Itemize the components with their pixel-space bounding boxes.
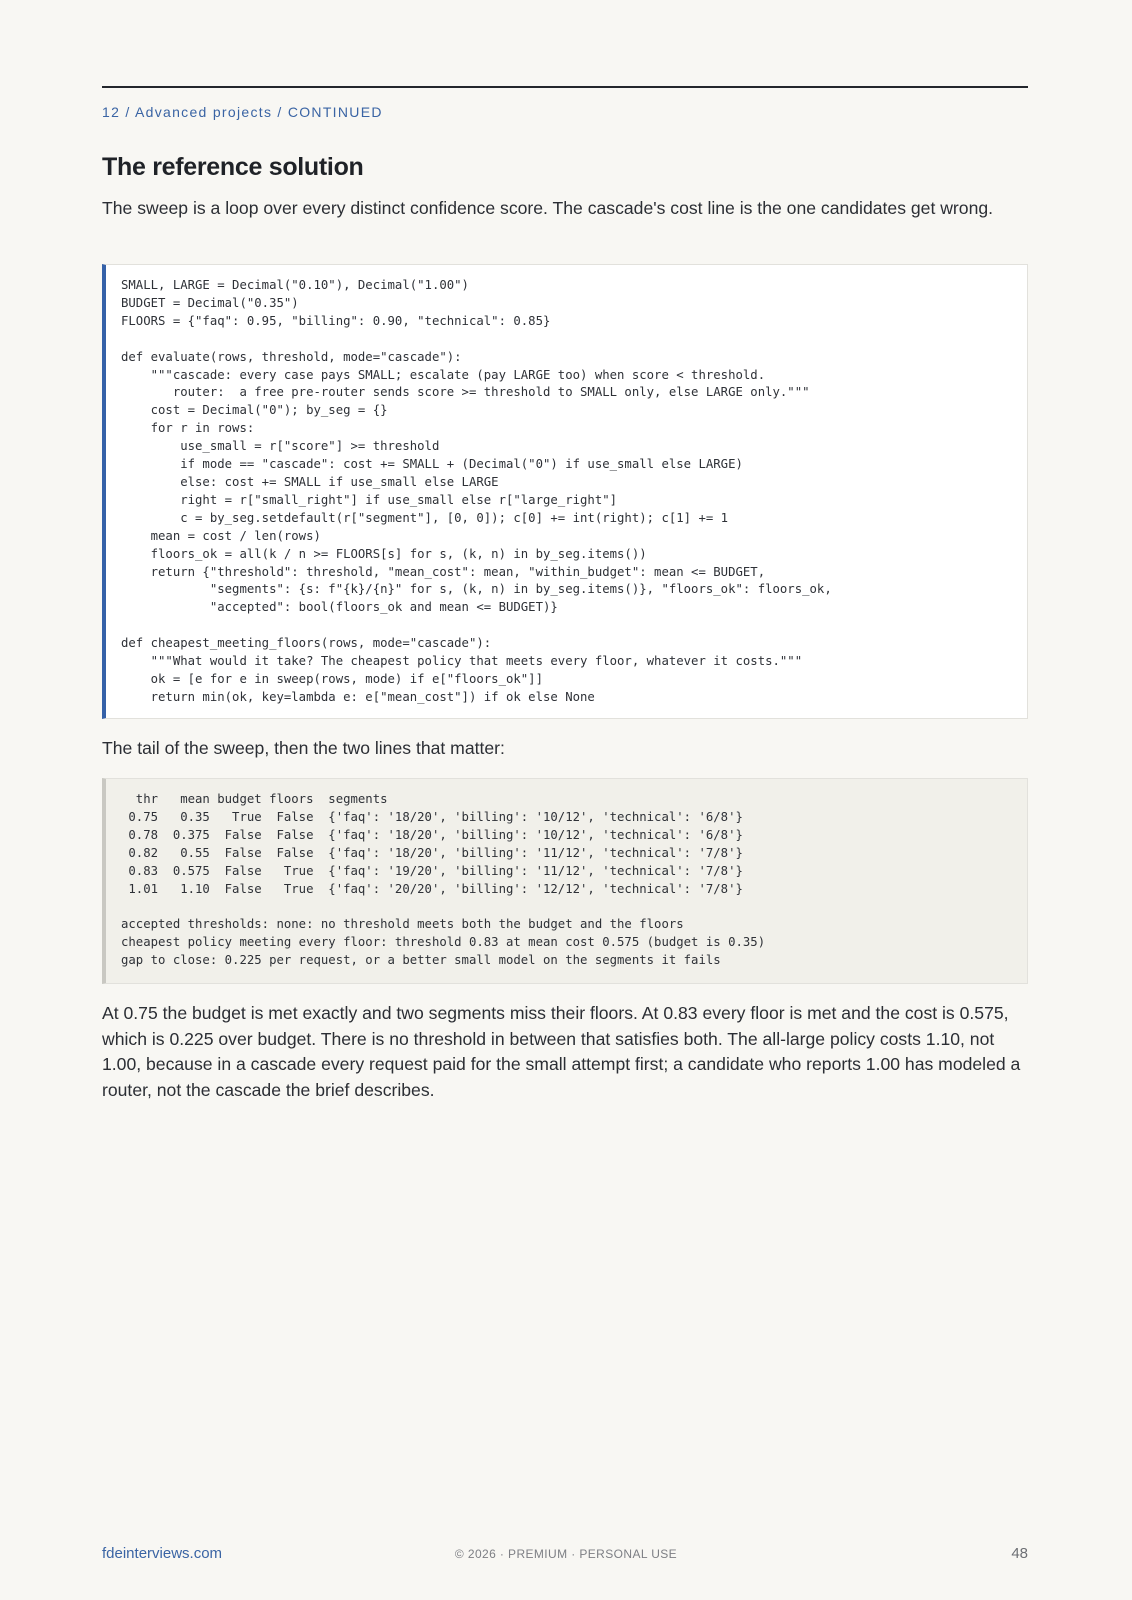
solution-code-block <box>102 264 1028 719</box>
sweep-output-block <box>102 778 1028 984</box>
header-rule <box>102 86 1028 88</box>
breadcrumb: 12 / Advanced projects / CONTINUED <box>102 104 383 120</box>
page-number: 48 <box>1011 1545 1028 1562</box>
intro-paragraph: The sweep is a loop over every distinct confidence score. The cascade's cost line is the one candidates get wrong. <box>102 198 994 218</box>
solution-code: SMALL, LARGE = Decimal("0.10"), Decimal("1.00") BUDGET = Decimal("0.35") FLOORS = {"faq": 0.95, "billing": 0.90, "technical": 0.85} def evaluate(rows, threshold, mode="cascade"): """cascade: every case pays SMALL; escalate (pay LARGE too) when score < threshold. router: a free pre-router sends score >= threshold to SMALL only, else LARGE only.""" cost = Decimal("0"); by_seg = {} for r in rows: use_small = r["score"] >= threshold if mode == "cascade": cost += SMALL + (Decimal("0") if use_small else LARGE) else: cost += SMALL if use_small else LARGE right = r["small_right"] if use_small else r["large_right"] c = by_seg.setdefault(r["segment"], [0, 0]); c[0] += int(right); c[1] += 1 mean = cost / len(rows) floors_ok = all(k / n >= FLOORS[s] for s, (k, n) in by_seg.items()) return {"threshold": threshold, "mean_cost": mean, "within_budget": mean <= BUDGET, "segments": {s: f"{k}/{n}" for s, (k, n) in by_seg.items()}, "floors_ok": floors_ok, "accepted": bool(floors_ok and mean <= BUDGET)} def cheapest_meeting_floors(rows, mode="cascade"): """What would it take? The cheapest policy that meets every floor, whatever it costs.""" ok = [e for e in sweep(rows, mode) if e["floors_ok"]] return min(ok, key=lambda e: e["mean_cost"]) if ok else None <box>121 278 832 704</box>
footer-site-link[interactable]: fdeinterviews.com <box>102 1545 223 1562</box>
conclusion-paragraph: At 0.75 the budget is met exactly and two segments miss their floors. At 0.83 every floor is met and the cost is 0.575, which is 0.225 over budget. There is no threshold in between that satisfies both. The all-large policy costs 1.10, not 1.00, because in a cascade every request paid for the small attempt first; a candidate who reports 1.00 has modeled a router, not the cascade the brief describes. <box>102 1003 1021 1100</box>
sweep-output: thr mean budget floors segments 0.75 0.35 True False {'faq': '18/20', 'billing': '10/12', 'technical': '6/8'} 0.78 0.375 False False {'faq': '18/20', 'billing': '10/12', 'technical': '6/8'} 0.82 0.55 False False {'faq': '18/20', 'billing': '11/12', 'technical': '7/8'} 0.83 0.575 False True {'faq': '19/20', 'billing': '11/12', 'technical': '7/8'} 1.01 1.10 False True {'faq': '20/20', 'billing': '12/12', 'technical': '7/8'} accepted thresholds: none: no threshold meets both the budget and the floors cheapest policy meeting every floor: threshold 0.83 at mean cost 0.575 (budget is 0.35) gap to close: 0.225 per request, or a better small model on the segments it fails <box>121 792 766 968</box>
tail-intro-paragraph: The tail of the sweep, then the two lines that matter: <box>102 738 505 758</box>
footer-copyright: © 2026 · PREMIUM · PERSONAL USE <box>454 1547 678 1561</box>
section-title: The reference solution <box>102 153 364 181</box>
